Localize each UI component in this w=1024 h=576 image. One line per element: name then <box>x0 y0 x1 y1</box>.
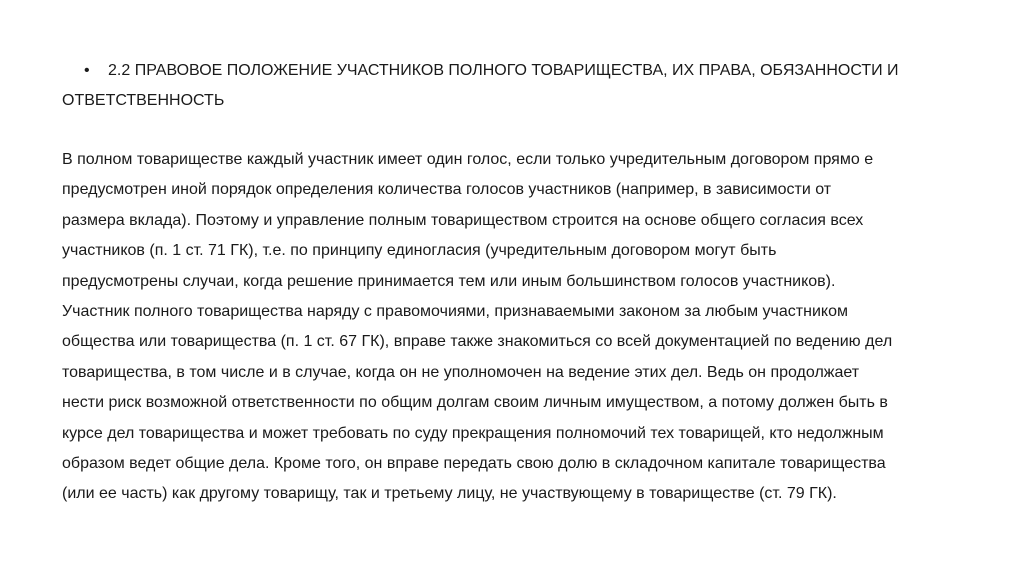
slide-body <box>62 145 1012 510</box>
bullet-icon: • <box>84 62 90 79</box>
body-line: Участник полного товарищества наряду с правомочиями, признаваемыми законом за любым участником <box>62 303 848 321</box>
body-line: предусмотрены случаи, когда решение принимается тем или иным большинством голосов участников). <box>62 272 836 290</box>
body-line: товарищества, в том числе и в случае, когда он не уполномочен на ведение этих дел. Ведь он продолжает <box>62 363 860 381</box>
body-line: нести риск возможной ответственности по общим долгам своим личным имуществом, а потому должен быть в <box>62 394 888 412</box>
body-line: общества или товарищества (п. 1 ст. 67 ГК), вправе также знакомиться со всей документацией по ведению дел <box>62 333 893 351</box>
slide-heading <box>62 56 1012 117</box>
body-line: размера вклада). Поэтому и управление полным товариществом строится на основе общего согласия всех <box>62 211 864 229</box>
body-line: образом ведет общие дела. Кроме того, он вправе передать свою долю в складочном капитале товарищества <box>62 455 886 473</box>
body-line: курсе дел товарищества и может требовать по суду прекращения полномочий тех товарищей, кто недолжным <box>62 424 884 442</box>
heading-text-1: 2.2 ПРАВОВОЕ ПОЛОЖЕНИЕ УЧАСТНИКОВ ПОЛНОГО ТОВАРИЩЕСТВА, ИХ ПРАВА, ОБЯЗАННОСТИ И <box>108 62 899 79</box>
body-line: участников (п. 1 ст. 71 ГК), т.е. по принципу единогласия (учредительным договором могут быть <box>62 242 777 260</box>
body-line: В полном товариществе каждый участник имеет один голос, если только учредительным договором прямо е <box>62 151 874 168</box>
heading-line-1 <box>62 56 1012 86</box>
heading-line-2: ОТВЕТСТВЕННОСТЬ <box>62 92 225 110</box>
body-line: предусмотрен иной порядок определения количества голосов участников (например, в зависимости от <box>62 181 832 199</box>
body-line: (или ее часть) как другому товарищу, так и третьему лицу, не участвующему в товариществе (ст. 79 ГК). <box>62 485 837 503</box>
